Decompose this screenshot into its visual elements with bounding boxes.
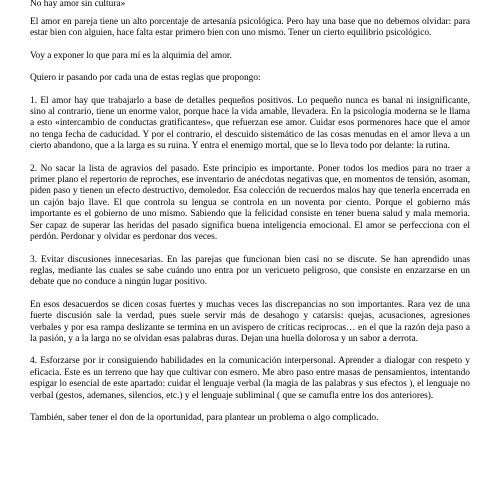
paragraph-alchemy: Voy a exponer lo que para mí es la alquimia del amor.	[30, 50, 232, 61]
paragraph-opportunity: También, saber tener el don de la oportunidad, para plantear un problema o algo complicado.	[30, 412, 379, 423]
paragraph-rule-2: 2. No sacar la lista de agravios del pasado. Este principio es importante. Poner todos los medios para no traer a primer plano el repertorio de reproches, ese inventario de anécdotas negativas que, en momentos de tensión, asoman, piden paso y tienen un efecto destructivo, demoledor. Esa colección de recuerdos malos hay que tenerla encerrada en un cajón bajo llave. El que controla su lengua se controla en un noventa por ciento. Porque el gobierno más importante es el gobierno de uno mismo. Sabiendo que la felicidad consiste en tener buena salud y mala memoria. Ser capaz de superar las heridas del pasado significa buena inteligencia emocional. El amor se perfecciona con el perdón. Perdonar y olvidar es perdonar dos veces.	[30, 163, 470, 243]
paragraph-intro: El amor en pareja tiene un alto porcentaje de artesanía psicológica. Pero hay una base que no debemos olvidar: para estar bien con alguien, hace falta estar primero bien con uno mismo. Tener un cierto equilibrio psicológico.	[30, 17, 470, 39]
paragraph-rules-intro: Quiero ir pasando por cada una de estas reglas que propongo:	[30, 73, 261, 84]
document-body	[30, 17, 470, 437]
top-line: No hay amor sin cultura»	[30, 0, 126, 9]
paragraph-disagreements: En esos desacuerdos se dicen cosas fuertes y muchas veces las discrepancias no son importantes. Rara vez de una fuerte discusión sale la verdad, pues suele servir más de desahogo y catarsis: quejas, acusaciones, agresiones verbales y por esa rampa deslizante se termina en un avispero de críticas recíprocas… en el que la razón deja paso a la pasión, y a la larga no se olvidan esas palabras duras. Dejan una huella dolorosa y un sabor a derrota.	[30, 299, 470, 344]
paragraph-rule-3: 3. Evitar discusiones innecesarias. En las parejas que funcionan bien casi no se discute. Se han aprendido unas reglas, mediante las cuales se sabe cuándo uno entra por un vericueto peligroso, que consiste en enzarzarse en un debate que no conduce a ningún lugar positivo.	[30, 254, 470, 288]
paragraph-rule-4: 4. Esforzarse por ir consiguiendo habilidades en la comunicación interpersonal. Aprender a dialogar con respeto y eficacia. Este es un terreno que hay que cultivar con esmero. Me abro paso entre masas de pensamientos, intentando espigar lo esencial de este apartado: cuidar el lenguaje verbal (la magia de las palabras y sus efectos ), el lenguaje no verbal (gestos, ademanes, silencios, etc.) y el lenguaje subliminal ( que se camufla entre los dos anteriores).	[30, 356, 470, 401]
paragraph-rule-1: 1. El amor hay que trabajarlo a base de detalles pequeños positivos. Lo pequeño nunca es banal ni insignificante, sino al contrario, tiene un enorme valor, porque hace la vida amable, llevadera. En la psicología moderna se le llama a esto «intercambio de conductas gratificantes», que refuerzan ese amor. Cuidar esos pormenores hace que el amor no tenga fecha de caducidad. Y por el contrario, el descuido sistemático de las cosas menudas en el amor lleva a un cierto abandono, que a la larga es su ruina. Y entra el enemigo mortal, que se lo lleva todo por delante: la rutina.	[30, 95, 470, 152]
